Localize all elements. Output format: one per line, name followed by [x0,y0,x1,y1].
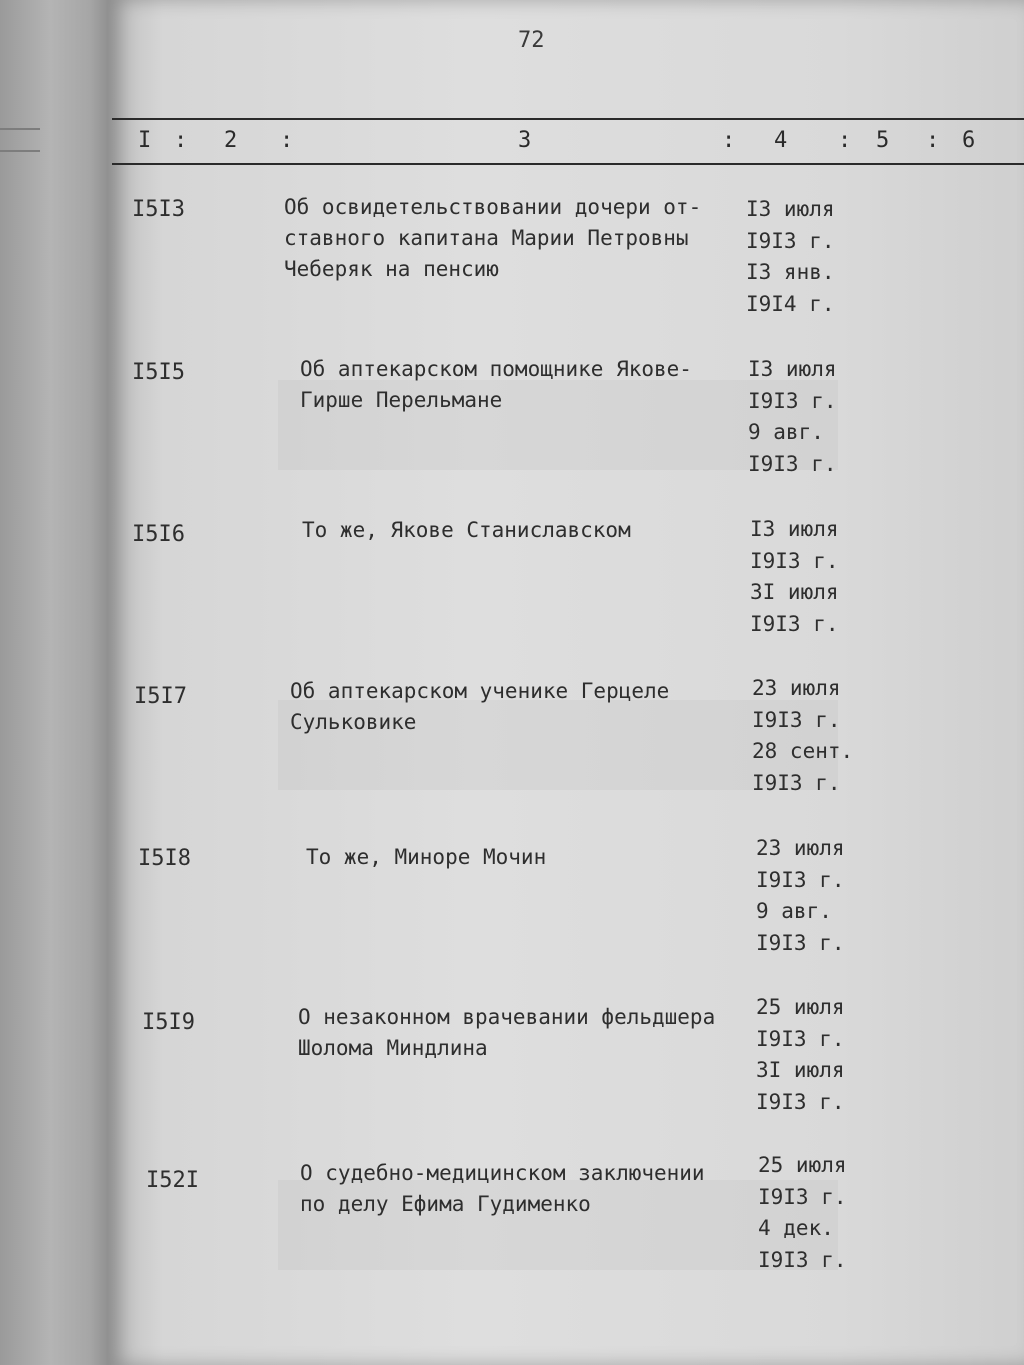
column-header-2: 2 [224,128,238,153]
case-title: О незаконном врачевании фельдшера Шолома Миндлина [298,1005,716,1060]
column-separator: : [926,128,940,153]
case-title: Об аптекарском помощнике Якове- Гирше Перельмане [300,357,692,412]
column-header-6: 6 [962,128,976,153]
case-title: То же, Миноре Мочин [306,845,547,869]
column-separator: : [838,128,852,153]
case-number: I5I3 [132,197,185,222]
end-year: I9I3 г. [758,1247,847,1272]
spine-mark [0,150,40,152]
start-year: I9I3 г. [758,1184,847,1209]
book-spine-left-page [0,0,112,1365]
header-top-rule [112,118,1024,120]
case-dates [756,833,886,959]
case-number: I5I5 [132,360,185,385]
case-title: О судебно-медицинском заключении по делу Ефима Гудименко [300,1161,705,1216]
column-header-1: I [138,128,152,153]
case-dates [758,1150,888,1276]
end-year: I9I3 г. [750,611,839,636]
spine-mark [0,128,40,130]
column-header-5: 5 [876,128,890,153]
start-day: I3 июля [746,197,835,221]
case-title: То же, Якове Станиславском [302,518,631,542]
start-day: 25 июля [756,995,845,1019]
end-year: I9I3 г. [752,770,841,795]
end-day: 9 авг. [756,899,832,923]
case-number: I5I9 [142,1010,195,1035]
case-title: Об аптекарском ученике Герцеле Сульковике [290,679,670,734]
document-page [108,0,1024,1365]
start-day: I3 июля [750,517,839,541]
start-year: I9I3 г. [750,548,839,573]
end-year: I9I3 г. [756,930,845,955]
case-dates [752,673,882,799]
page-number: 72 [518,28,545,53]
column-separator: : [174,128,188,153]
column-separator: : [722,128,736,153]
end-year: I9I4 г. [746,291,835,316]
case-number: I5I6 [132,522,185,547]
column-header-3: 3 [518,128,532,153]
end-day: 3I июля [756,1058,845,1082]
start-year: I9I3 г. [756,1026,845,1051]
case-title: Об освидетельствовании дочери от- ставного капитана Марии Петровны Чеберяк на пенсию [284,195,702,281]
end-year: I9I3 г. [756,1089,845,1114]
case-dates [750,514,880,640]
end-day: 4 дек. [758,1216,834,1240]
column-separator: : [280,128,294,153]
end-year: I9I3 г. [748,451,837,476]
end-day: I3 янв. [746,260,835,284]
start-year: I9I3 г. [748,388,837,413]
start-year: I9I3 г. [752,707,841,732]
end-day: 28 сент. [752,739,854,763]
start-year: I9I3 г. [746,228,835,253]
start-day: 25 июля [758,1153,847,1177]
case-dates [748,354,878,480]
start-day: I3 июля [748,357,837,381]
start-year: I9I3 г. [756,867,845,892]
column-header-4: 4 [774,128,788,153]
start-day: 23 июля [756,836,845,860]
end-day: 9 авг. [748,420,824,444]
end-day: 3I июля [750,580,839,604]
case-dates [756,992,886,1118]
case-number: I5I7 [134,684,187,709]
start-day: 23 июля [752,676,841,700]
case-number: I5I8 [138,846,191,871]
case-number: I52I [146,1168,199,1193]
header-bottom-rule [112,163,1024,165]
case-dates [746,194,876,320]
